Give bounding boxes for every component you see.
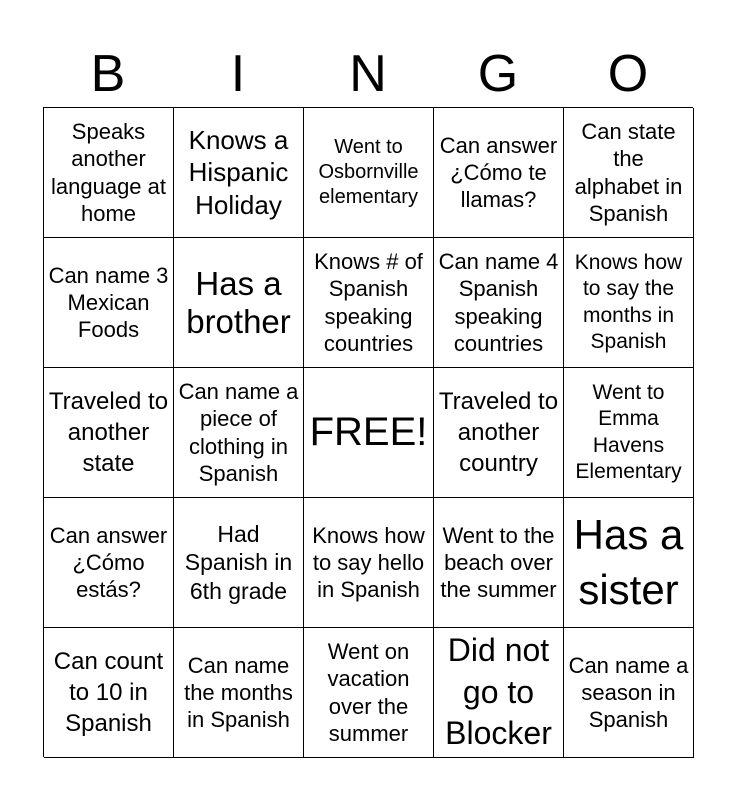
bingo-cell[interactable]: Went to Emma Havens Elementary — [564, 368, 694, 498]
header-letter-n: N — [349, 45, 387, 103]
bingo-cell[interactable]: Traveled to another country — [434, 368, 564, 498]
bingo-cell[interactable]: Can name 3 Mexican Foods — [44, 238, 174, 368]
header-letter-i: I — [230, 45, 246, 103]
bingo-cell[interactable]: Did not go to Blocker — [434, 628, 564, 758]
bingo-cell[interactable]: Can name a season in Spanish — [564, 628, 694, 758]
header-letter-g: G — [477, 45, 519, 103]
bingo-cell[interactable]: Can answer ¿Cómo estás? — [44, 498, 174, 628]
bingo-cell[interactable]: Went to the beach over the summer — [434, 498, 564, 628]
bingo-cell[interactable]: Speaks another language at home — [44, 108, 174, 238]
bingo-cell[interactable]: Can answer ¿Cómo te llamas? — [434, 108, 564, 238]
bingo-cell[interactable]: Can name the months in Spanish — [174, 628, 304, 758]
bingo-header — [43, 40, 693, 108]
bingo-grid — [43, 107, 693, 757]
bingo-cell[interactable]: Traveled to another state — [44, 368, 174, 498]
bingo-cell[interactable]: Can state the alphabet in Spanish — [564, 108, 694, 238]
bingo-cell[interactable]: Has a brother — [174, 238, 304, 368]
bingo-cell[interactable]: Had Spanish in 6th grade — [174, 498, 304, 628]
bingo-cell[interactable]: Has a sister — [564, 498, 694, 628]
bingo-cell[interactable]: Knows # of Spanish speaking countries — [304, 238, 434, 368]
bingo-cell[interactable]: Knows how to say the months in Spanish — [564, 238, 694, 368]
bingo-cell[interactable]: Knows a Hispanic Holiday — [174, 108, 304, 238]
free-cell[interactable]: FREE! — [304, 368, 434, 498]
header-letter-b: B — [90, 45, 126, 103]
header-letter-o: O — [607, 45, 649, 103]
bingo-cell[interactable]: Can name a piece of clothing in Spanish — [174, 368, 304, 498]
bingo-cell[interactable]: Knows how to say hello in Spanish — [304, 498, 434, 628]
bingo-cell[interactable]: Can count to 10 in Spanish — [44, 628, 174, 758]
bingo-cell[interactable]: Went to Osbornville elementary — [304, 108, 434, 238]
bingo-cell[interactable]: Can name 4 Spanish speaking countries — [434, 238, 564, 368]
bingo-cell[interactable]: Went on vacation over the summer — [304, 628, 434, 758]
